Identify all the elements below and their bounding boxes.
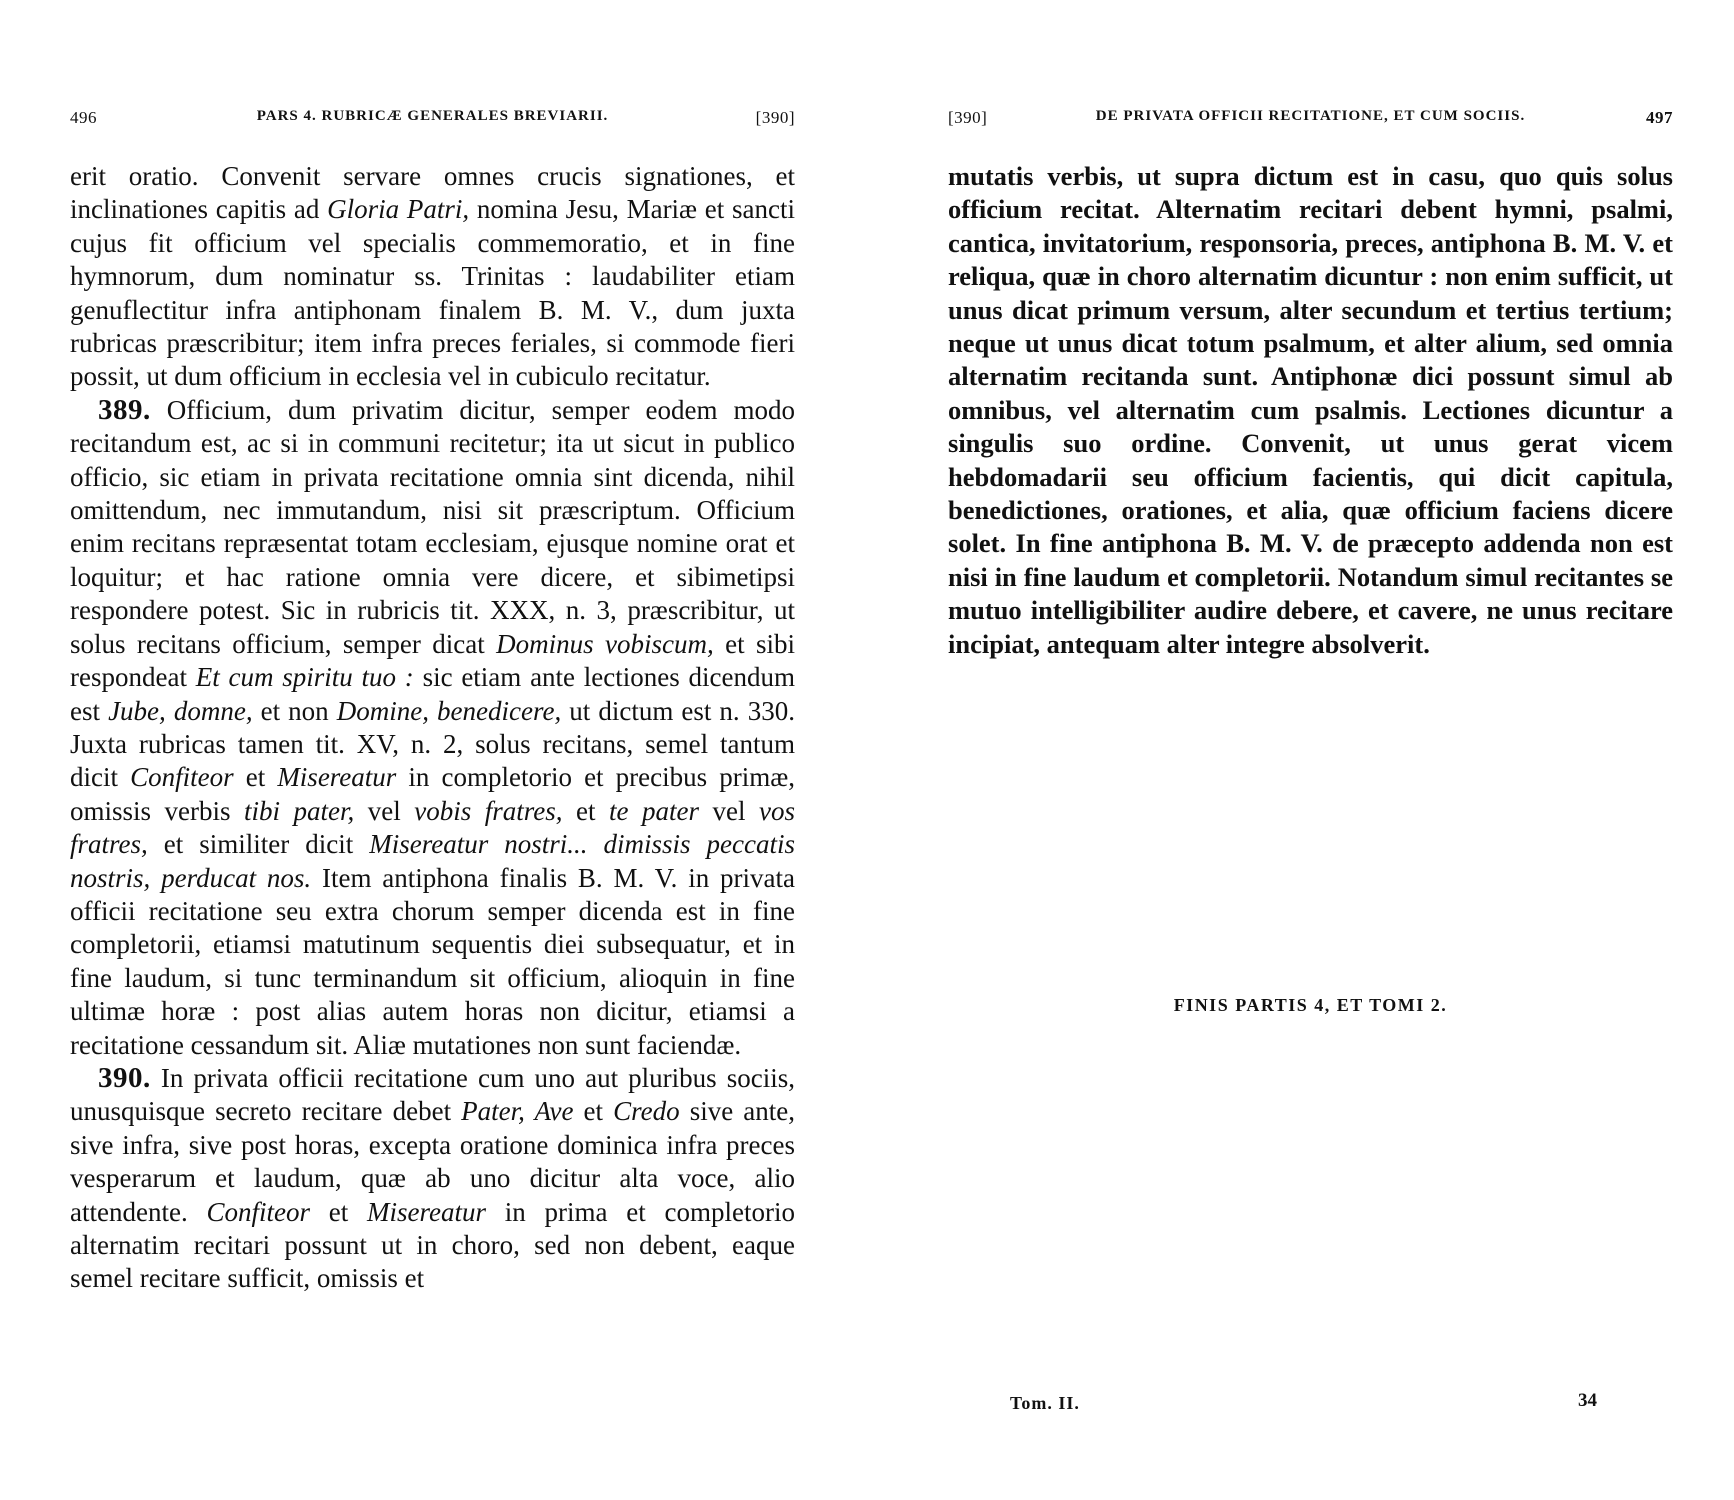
italic-text: te pater (609, 795, 699, 826)
right-body-text (948, 160, 1673, 661)
italic-text: Jube, domne, (108, 695, 253, 726)
italic-text: Confiteor (130, 762, 234, 793)
text-run: Officium, dum privatim dicitur, semper eodem modo recitandum est, ac si in communi recitetur; ita ut sicut in publico officio, sic etiam in privata recitatione omnia sint dicenda, nihil omittendum, nec immutandum, nisi sit præscriptum. Officium enim recitans repræsentat totam ecclesiam, ejusque nomine orat et loquitur; et hac ratione omnia vere dicere, et sibimetipsi respondere potest. Sic in rubricis tit. XXX, n. 3, præscribitur, ut solus recitans officium, semper dicat (70, 394, 795, 659)
text-run: Item antiphona finalis B. M. V. in privata officii recitatione seu extra chorum semper dicenda est in fine completorii, etiamsi matutinum sequentis diei subsequatur, et in fine laudum, si tunc terminandum sit officium, alioquin in fine ultimæ horæ : post alias autem horas non dicitur, etiamsi a recitatione cessandum sit. Aliæ mutationes non sunt faciendæ. (70, 862, 795, 1060)
page-number: 496 (70, 108, 97, 127)
running-title: DE PRIVATA OFFICII RECITATIONE, ET CUM SOCIIS. (1095, 108, 1526, 124)
text-run: et (309, 1196, 368, 1227)
paragraph (948, 160, 1673, 661)
left-body-text (70, 160, 795, 1296)
italic-text: Misereatur nostri... dimissis peccatis nostris, perducat nos. (70, 829, 795, 893)
right-running-head (948, 108, 1673, 138)
italic-text: vobis fratres, (414, 795, 563, 826)
paragraph-number: 389. (98, 393, 151, 426)
italic-text: Pater, Ave (461, 1096, 574, 1127)
paragraph-number: 390. (98, 1061, 151, 1094)
closing-note: FINIS PARTIS 4, ET TOMI 2. (1173, 995, 1448, 1015)
text-run: erit oratio. Convenit servare omnes crucis signationes, et inclinationes capitis ad (70, 161, 795, 225)
text-run: In privata officii recitatione cum uno aut pluribus sociis, unusquisque secreto recitare debet (70, 1062, 795, 1127)
page-number: 497 (1646, 108, 1673, 127)
footer-sheet-number: 34 (1578, 1390, 1597, 1411)
text-run: vel (354, 795, 415, 826)
text-run: ut dictum est n. 330. Juxta rubricas tamen tit. XV, n. 2, solus recitans, semel tantum dicit (70, 695, 795, 793)
text-run: et sibi respondeat (70, 628, 795, 693)
italic-text: vos fratres, (70, 795, 795, 860)
paragraph (70, 394, 795, 1062)
text-run: et (233, 762, 278, 793)
text-run: mutatis verbis, ut supra dictum est in casu, quo quis solus officium recitat. Alternatim recitari debent hymni, psalmi, cantica, invitatorium, responsoria, preces, antiphona B. M. V. et reliqua, quæ in choro alternatim dicuntur : non enim sufficit, ut unus dicat primum versum, alter secundum et tertius tertium; neque ut unus dicat totum psalmum, et alter alium, sed omnia alternatim recitanda sunt. Antiphonæ dici possunt simul ab omnibus, vel alternatim cum psalmis. Lectiones dicuntur a singulis suo ordine. Convenit, ut unus gerat vicem hebdomadarii seu officium facientis, qui dicit capitula, benedictiones, orationes, et alia, quæ officium faciens dicere solet. In fine antiphona B. M. V. de præcepto addenda non est nisi in fine laudum et completorii. Notandum simul recitantes se mutuo intelligibiliter audire debere, et cavere, ne unus recitare incipiat, antequam alter integre absolverit. (948, 161, 1673, 659)
italic-text: Et cum spiritu tuo : (195, 662, 414, 693)
text-run: vel (698, 795, 759, 826)
italic-text: Domine, benedicere, (336, 695, 562, 726)
text-run: in completorio et precibus primæ, omissis verbis (70, 762, 795, 826)
left-running-head (70, 108, 795, 138)
text-run: sic etiam ante lectiones dicendum est (70, 662, 796, 726)
text-run: sive ante, sive infra, sive post horas, excepta oratione dominica infra preces vesperarum et laudum, quæ ab uno dicitur alta voce, alio attendente. (70, 1096, 795, 1227)
text-run: et non (252, 695, 337, 726)
italic-text: Credo (613, 1096, 680, 1127)
left-page (70, 0, 795, 1500)
section-number: [390] (948, 108, 988, 127)
italic-text: tibi pater, (244, 795, 355, 826)
italic-text: Misereatur (277, 762, 397, 793)
section-number: [390] (755, 108, 795, 127)
paragraph (70, 1062, 795, 1296)
text-run: nomina Jesu, Mariæ et sancti cujus fit officium vel specialis commemoratio, et in fine hymnorum, dum nominatur ss. Trinitas : laudabiliter etiam genuflectitur infra antiphonam finalem B. M. V., dum juxta rubricas præscribitur; item infra preces feriales, si commode fieri possit, ut dum officium in ecclesia vel in cubiculo recitatur. (70, 194, 795, 392)
text-run: et similiter dicit (147, 829, 370, 860)
paragraph (70, 160, 795, 394)
italic-text: Gloria Patri, (327, 194, 470, 225)
footer-signature: Tom. II. (1010, 1393, 1080, 1413)
italic-text: Confiteor (206, 1196, 310, 1227)
italic-text: Misereatur (367, 1196, 486, 1227)
text-run: in prima et completorio alternatim recitari possunt ut in choro, sed non debent, eaque semel recitare sufficit, omissis et (70, 1196, 795, 1294)
running-title: PARS 4. RUBRICÆ GENERALES BREVIARII. (256, 108, 609, 124)
italic-text: Dominus vobiscum, (496, 628, 714, 659)
text-run: et (573, 1096, 614, 1127)
text-run: et (562, 795, 609, 826)
right-page (948, 0, 1673, 1500)
